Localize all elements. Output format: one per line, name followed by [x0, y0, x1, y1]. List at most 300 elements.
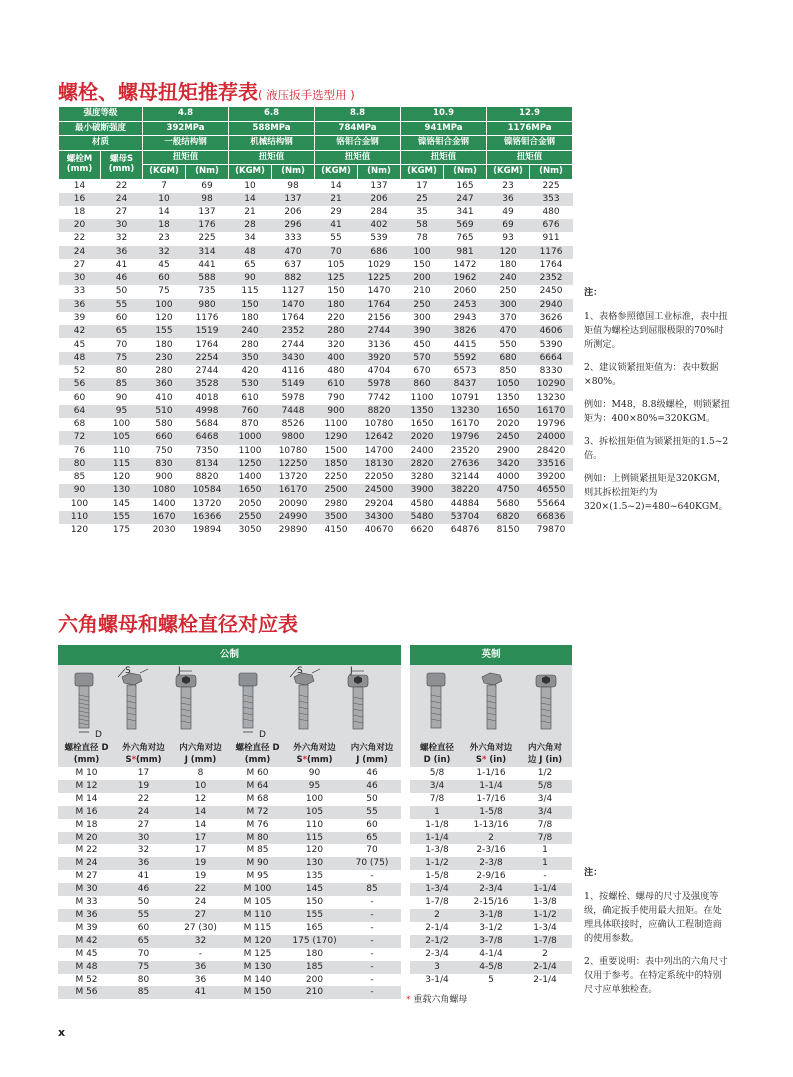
table-cell: 36 — [172, 974, 229, 987]
table-cell: 333 — [272, 232, 315, 245]
table-cell: 3136 — [358, 338, 401, 351]
table-cell: 1350 — [487, 391, 530, 404]
table-row — [58, 896, 401, 909]
unit-kgm: (KGM) — [143, 165, 186, 180]
table-cell: 510 — [143, 405, 186, 418]
table-cell: 100 — [59, 498, 101, 511]
table-cell: 33 — [59, 285, 101, 298]
table-cell: 13230 — [530, 391, 573, 404]
table-cell: 10584 — [186, 484, 229, 497]
table-cell: 80 — [115, 974, 172, 987]
table-cell: 14 — [143, 206, 186, 219]
table-cell: 4704 — [358, 365, 401, 378]
table-row — [58, 780, 401, 793]
table-cell: 7742 — [358, 391, 401, 404]
table-cell: 155 — [101, 511, 143, 524]
table-cell: 12 — [172, 793, 229, 806]
table-cell: 2-1/4 — [518, 961, 572, 974]
table-cell: 60 — [343, 819, 401, 832]
table-cell: 610 — [229, 391, 272, 404]
table-cell: 29890 — [272, 524, 315, 537]
table-cell: 341 — [444, 206, 487, 219]
col-label: 内六角对 — [527, 743, 562, 753]
table-cell: 72 — [59, 431, 101, 444]
table-cell: 60 — [101, 312, 143, 325]
material-cell: 镍铬钼合金钢 — [487, 136, 573, 151]
table-row — [58, 974, 401, 987]
table-cell: 19 — [172, 857, 229, 870]
table-row — [59, 484, 573, 497]
table-cell: 1 — [410, 806, 464, 819]
table-row — [58, 948, 401, 961]
table-cell: 2500 — [315, 484, 358, 497]
table-cell: 980 — [186, 299, 229, 312]
table-cell: 90 — [286, 767, 343, 780]
table-cell: 32 — [143, 246, 186, 259]
table-cell: 6664 — [530, 352, 573, 365]
table-cell: 765 — [444, 232, 487, 245]
table-cell: 637 — [272, 259, 315, 272]
table-row — [59, 206, 573, 219]
table-cell: 10290 — [530, 378, 573, 391]
table-row — [59, 524, 573, 537]
table-cell: 1-3/8 — [410, 844, 464, 857]
table-cell: 155 — [286, 909, 343, 922]
table-cell: 2-3/16 — [464, 844, 518, 857]
table-cell: 17 — [115, 767, 172, 780]
strength-cell: 1176MPa — [487, 121, 573, 136]
table-row — [410, 909, 572, 922]
table-cell: 19796 — [444, 431, 487, 444]
socket-head-diagram — [536, 675, 556, 729]
table-cell: 1250 — [229, 458, 272, 471]
table-cell: 68 — [59, 418, 101, 431]
table-cell: 1050 — [487, 378, 530, 391]
table-cell: 5 — [464, 974, 518, 987]
table-cell: 17 — [172, 832, 229, 845]
dim-label-d: D — [259, 730, 266, 740]
table-cell: 10791 — [444, 391, 487, 404]
table-cell: 4-1/4 — [464, 948, 518, 961]
table-cell: 4-5/8 — [464, 961, 518, 974]
table-cell: 49 — [487, 206, 530, 219]
table-cell: 17 — [401, 179, 444, 193]
table-cell: 85 — [59, 471, 101, 484]
table-row — [59, 325, 573, 338]
table-row — [58, 870, 401, 883]
table-cell: 2940 — [530, 299, 573, 312]
imperial-panel — [410, 645, 572, 986]
table-cell: 12642 — [358, 431, 401, 444]
table-cell: - — [343, 870, 401, 883]
table-cell: 2820 — [401, 458, 444, 471]
table-cell: 14 — [59, 179, 101, 193]
table-cell: 588 — [186, 272, 229, 285]
table-cell: 200 — [401, 272, 444, 285]
table-cell: 2450 — [487, 431, 530, 444]
table-cell: 4116 — [272, 365, 315, 378]
table-cell: 18 — [59, 206, 101, 219]
footnote-star: * — [406, 995, 411, 1005]
table-cell: 2744 — [272, 338, 315, 351]
table-cell: M 16 — [58, 806, 115, 819]
col-inner-hex — [343, 741, 401, 767]
table-cell: 10 — [143, 193, 186, 206]
table-cell: 32 — [172, 935, 229, 948]
table-cell: 220 — [315, 312, 358, 325]
table-cell: 2060 — [444, 285, 487, 298]
table-row — [410, 961, 572, 974]
table-cell: 14700 — [358, 445, 401, 458]
table-cell: 1-3/4 — [410, 883, 464, 896]
table-cell: 41 — [172, 986, 229, 999]
table-cell: 145 — [286, 883, 343, 896]
table-row — [410, 948, 572, 961]
table-cell: 19796 — [530, 418, 573, 431]
material-row — [59, 136, 573, 151]
table-cell: 52 — [59, 365, 101, 378]
col-unit: J (mm) — [356, 755, 388, 765]
footnote — [406, 992, 467, 1005]
table-row — [59, 219, 573, 232]
table-cell: 5680 — [487, 498, 530, 511]
table-cell: 180 — [315, 299, 358, 312]
table-cell: 78 — [401, 232, 444, 245]
grade-row — [59, 107, 573, 122]
table-cell: M 27 — [58, 870, 115, 883]
unit-nm: (Nm) — [186, 165, 229, 180]
table-cell: 7/8 — [518, 819, 572, 832]
table-row — [59, 431, 573, 444]
table-cell: M 120 — [229, 935, 286, 948]
table-cell: 185 — [286, 961, 343, 974]
table-cell: 65 — [343, 832, 401, 845]
unit-kgm: (KGM) — [401, 165, 444, 180]
table-cell: 80 — [59, 458, 101, 471]
note-item: 例如：上例锁紧扭矩是320KGM，则其拆松扭矩约为320×(1.5~2)=480~640KGM。 — [584, 473, 728, 512]
table-row — [58, 806, 401, 819]
table-cell: 55 — [115, 909, 172, 922]
col-unit: (mm) — [307, 755, 333, 765]
table-cell: 6468 — [186, 431, 229, 444]
torque-table-title — [58, 76, 355, 105]
table-cell: 300 — [401, 312, 444, 325]
table-cell: 120 — [487, 246, 530, 259]
table-cell: 85 — [343, 883, 401, 896]
table-cell: 314 — [186, 246, 229, 259]
table-cell: - — [343, 896, 401, 909]
table-cell: 110 — [101, 445, 143, 458]
heavy-nut-star: * — [131, 755, 137, 765]
table-cell: 4415 — [444, 338, 487, 351]
grade-header: 强度等级 — [59, 107, 143, 122]
table-cell: 75 — [115, 961, 172, 974]
table-cell: 150 — [229, 299, 272, 312]
table-cell: 2254 — [186, 352, 229, 365]
dim-label-j: J — [178, 666, 181, 676]
table-cell: 1764 — [186, 338, 229, 351]
torque-table — [58, 106, 573, 537]
table-cell: 280 — [143, 365, 186, 378]
table-cell: 850 — [487, 365, 530, 378]
table-cell: 1100 — [315, 418, 358, 431]
table-cell: 95 — [286, 780, 343, 793]
table-cell: 1764 — [530, 259, 573, 272]
torque-table-body — [59, 179, 573, 537]
table-cell: 750 — [143, 445, 186, 458]
table-cell: 3-1/8 — [464, 909, 518, 922]
table-cell: 1100 — [229, 445, 272, 458]
table-cell: 20 — [59, 219, 101, 232]
table-cell: 60 — [115, 922, 172, 935]
table-cell: 1225 — [358, 272, 401, 285]
table-cell: 46 — [343, 767, 401, 780]
metric-illustration-svg — [58, 665, 401, 741]
table-cell: 1127 — [272, 285, 315, 298]
table-cell: 3900 — [401, 484, 444, 497]
table-cell: M 95 — [229, 870, 286, 883]
col-unit: (mm) — [136, 755, 162, 765]
bolt-diagram — [427, 673, 445, 728]
table-cell: 1764 — [358, 299, 401, 312]
table-cell: 1519 — [186, 325, 229, 338]
unit-nm: (Nm) — [358, 165, 401, 180]
material-cell: 铬钼合金钢 — [315, 136, 401, 151]
table-cell: 1-1/2 — [518, 909, 572, 922]
table-row — [59, 193, 573, 206]
table-row — [410, 896, 572, 909]
table-cell: 3-7/8 — [464, 935, 518, 948]
table-cell: 1650 — [401, 418, 444, 431]
table-cell: 1-1/2 — [410, 857, 464, 870]
table-cell: M 42 — [58, 935, 115, 948]
table-cell: 3 — [410, 961, 464, 974]
table-cell: 1850 — [315, 458, 358, 471]
table-cell: 130 — [286, 857, 343, 870]
table-cell: 1-13/16 — [464, 819, 518, 832]
table-cell: 10780 — [272, 445, 315, 458]
table-cell: 3528 — [186, 378, 229, 391]
table-row — [58, 857, 401, 870]
table-row — [410, 793, 572, 806]
table-cell: 470 — [487, 325, 530, 338]
table-cell: 296 — [272, 219, 315, 232]
table-cell: 8526 — [272, 418, 315, 431]
table-cell: 250 — [487, 285, 530, 298]
table-cell: 58 — [401, 219, 444, 232]
table-row — [410, 857, 572, 870]
table-cell: M 68 — [229, 793, 286, 806]
col-inner-hex — [172, 741, 229, 767]
table-cell: 38220 — [444, 484, 487, 497]
metric-panel — [58, 645, 401, 999]
table-cell: - — [343, 961, 401, 974]
table-cell: 32 — [101, 232, 143, 245]
unit-nm: (Nm) — [272, 165, 315, 180]
strength-cell: 784MPa — [315, 121, 401, 136]
table-cell: 6573 — [444, 365, 487, 378]
table-cell: 150 — [401, 259, 444, 272]
table-cell: M 14 — [58, 793, 115, 806]
table-cell: 39200 — [530, 471, 573, 484]
table-cell: 1764 — [272, 312, 315, 325]
table-row — [410, 883, 572, 896]
bolt-diagram — [75, 673, 102, 740]
torque-value-header: 扭矩值 — [229, 150, 315, 165]
table-cell: 1000 — [229, 431, 272, 444]
table-cell: 55664 — [530, 498, 573, 511]
table-cell: 8 — [172, 767, 229, 780]
table-cell: 280 — [229, 338, 272, 351]
table-row — [58, 793, 401, 806]
table-cell: 1-5/8 — [410, 870, 464, 883]
table-cell: M 64 — [229, 780, 286, 793]
table-cell: M 80 — [229, 832, 286, 845]
table-cell: M 39 — [58, 922, 115, 935]
table-cell: 10 — [229, 179, 272, 193]
table-cell: 36 — [172, 961, 229, 974]
material-cell: 机械结构钢 — [229, 136, 315, 151]
table-cell: 580 — [143, 418, 186, 431]
table-cell: 90 — [101, 391, 143, 404]
col-unit: (mm) — [244, 755, 271, 765]
imperial-table — [410, 741, 572, 986]
table-cell: 1470 — [358, 285, 401, 298]
table-cell: 3/4 — [518, 793, 572, 806]
table-row — [59, 338, 573, 351]
table-cell: 680 — [487, 352, 530, 365]
table-cell: 2943 — [444, 312, 487, 325]
table-cell: 2-3/8 — [464, 857, 518, 870]
table-cell: 1029 — [358, 259, 401, 272]
table-row — [59, 365, 573, 378]
table-cell: 60 — [59, 391, 101, 404]
table-cell: 55 — [343, 806, 401, 819]
table-cell: 70 — [315, 246, 358, 259]
table-cell: M 105 — [229, 896, 286, 909]
imperial-illustrations — [410, 665, 572, 741]
table-cell: 320 — [315, 338, 358, 351]
imperial-table-body — [410, 767, 572, 986]
table-cell: 210 — [286, 986, 343, 999]
table-cell: 36 — [101, 246, 143, 259]
table-cell: 180 — [143, 338, 186, 351]
table-cell: 280 — [315, 325, 358, 338]
table-row — [59, 391, 573, 404]
table-cell: 5978 — [272, 391, 315, 404]
table-cell: 100 — [401, 246, 444, 259]
table-cell: 41 — [101, 259, 143, 272]
table-cell: 3-1/4 — [410, 974, 464, 987]
note-item: 例如：M48，8.8级螺栓，则锁紧扭矩为：400×80%=320KGM。 — [584, 399, 730, 424]
table-row — [59, 418, 573, 431]
table-row — [58, 961, 401, 974]
table-cell: - — [518, 870, 572, 883]
table-cell: 130 — [101, 484, 143, 497]
col-label: 外六角对边 — [122, 743, 165, 753]
table-cell: 53704 — [444, 511, 487, 524]
imperial-header: 英制 — [410, 645, 572, 665]
table-cell: 2744 — [186, 365, 229, 378]
table-cell: 180 — [487, 259, 530, 272]
table-cell: 790 — [315, 391, 358, 404]
table-row — [410, 922, 572, 935]
table-cell: 100 — [286, 793, 343, 806]
table-cell: 1400 — [143, 498, 186, 511]
table-cell: 210 — [401, 285, 444, 298]
imperial-column-header-row — [410, 741, 572, 767]
table-cell: 24 — [115, 806, 172, 819]
table-row — [58, 935, 401, 948]
table-cell: 115 — [101, 458, 143, 471]
table-cell: 2 — [410, 909, 464, 922]
unit-kgm: (KGM) — [487, 165, 530, 180]
table-cell: 30 — [101, 219, 143, 232]
table-cell: 300 — [487, 299, 530, 312]
table-cell: 137 — [358, 179, 401, 193]
table-row — [410, 935, 572, 948]
table-cell: 29204 — [358, 498, 401, 511]
table-cell: 105 — [286, 806, 343, 819]
table-cell: 137 — [186, 206, 229, 219]
metric-illustrations — [58, 665, 401, 741]
table-cell: 14 — [229, 193, 272, 206]
table-cell: 50 — [101, 285, 143, 298]
table-cell: 2-3/4 — [464, 883, 518, 896]
table-cell: 48 — [59, 352, 101, 365]
table-cell: 2 — [518, 948, 572, 961]
table-cell: - — [343, 948, 401, 961]
table-cell: 93 — [487, 232, 530, 245]
table-cell: 981 — [444, 246, 487, 259]
table-cell: 2980 — [315, 498, 358, 511]
table-cell: 686 — [358, 246, 401, 259]
table-cell: 79870 — [530, 524, 573, 537]
strength-cell: 392MPa — [143, 121, 229, 136]
table-cell: 55 — [315, 232, 358, 245]
table-cell: 5684 — [186, 418, 229, 431]
table-cell: M 20 — [58, 832, 115, 845]
table-cell: 34300 — [358, 511, 401, 524]
torque-value-header: 扭矩值 — [401, 150, 487, 165]
table-cell: 530 — [229, 378, 272, 391]
table-cell: 120 — [143, 312, 186, 325]
table-row — [58, 767, 401, 780]
unit-kgm: (KGM) — [229, 165, 272, 180]
table-cell: 4580 — [401, 498, 444, 511]
table-cell: M 12 — [58, 780, 115, 793]
table-cell: 16170 — [444, 418, 487, 431]
table-cell: 19 — [172, 870, 229, 883]
table-cell: 3920 — [358, 352, 401, 365]
table-cell: 8437 — [444, 378, 487, 391]
table-cell: 16170 — [530, 405, 573, 418]
table-cell: 1176 — [530, 246, 573, 259]
table-cell: 9800 — [272, 431, 315, 444]
table-cell: 115 — [286, 832, 343, 845]
table-cell: 125 — [315, 272, 358, 285]
table-cell: 206 — [272, 206, 315, 219]
table-cell: 100 — [101, 418, 143, 431]
table-cell: 110 — [286, 819, 343, 832]
col-outer-hex — [115, 741, 172, 767]
table-cell: 4018 — [186, 391, 229, 404]
col-label: 外六角对边 — [469, 743, 513, 753]
table-cell: 13720 — [186, 498, 229, 511]
note-item: 2、重要说明：表中列出的六角尺寸仅用于参考。在特定系统中的特别尺寸应单独检查。 — [584, 956, 728, 995]
table-cell: 36 — [487, 193, 530, 206]
table-row — [410, 974, 572, 987]
